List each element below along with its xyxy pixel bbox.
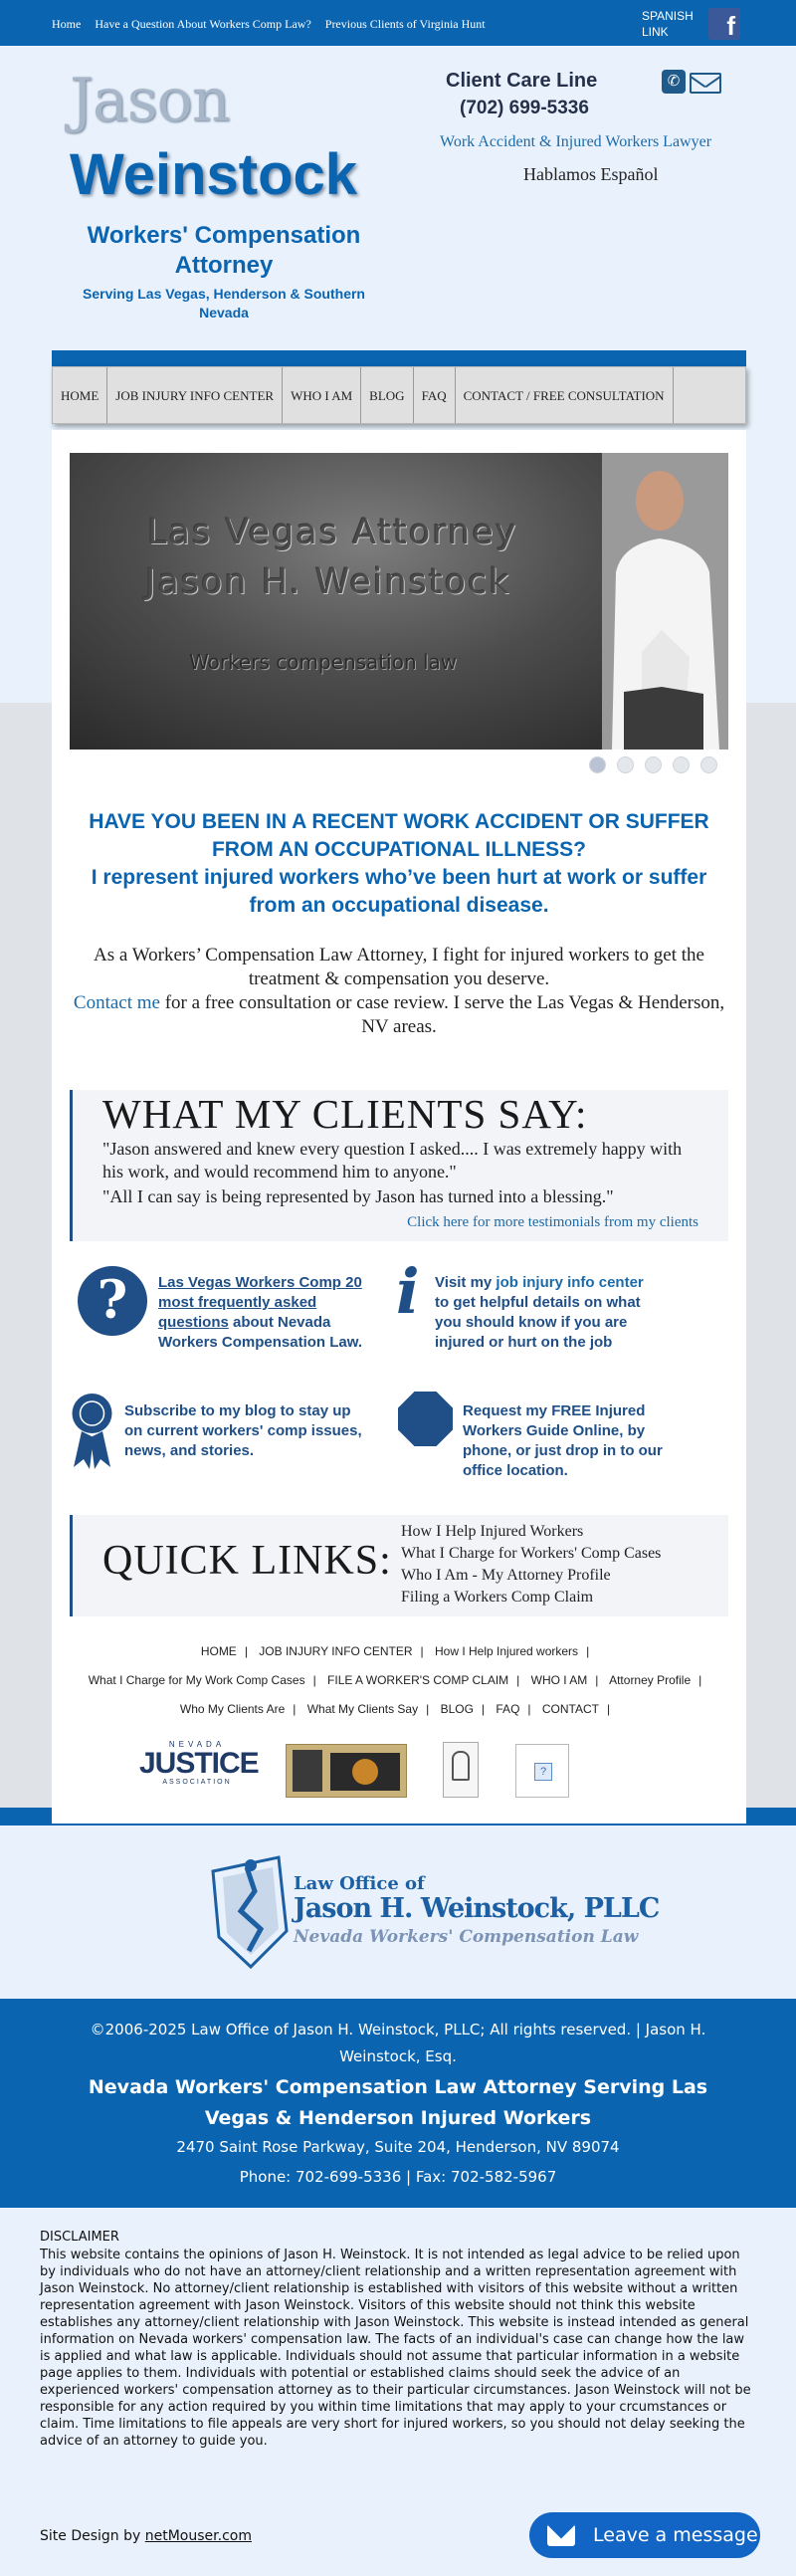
badge-text: JUSTICE (139, 1747, 259, 1780)
footer-link[interactable]: JOB INJURY INFO CENTER (259, 1644, 413, 1658)
visit-pre: Visit my (435, 1274, 497, 1291)
mail-icon[interactable] (690, 73, 721, 94)
nav-contact[interactable]: CONTACT / FREE CONSULTATION (456, 367, 674, 423)
header-tagline: Work Accident & Injured Workers Lawyer (440, 133, 712, 150)
slide-line-3: Workers compensation law (189, 650, 458, 674)
quick-links-title: QUICK LINKS: (102, 1538, 392, 1584)
law-logo-line-3: Nevada Workers' Compensation Law (294, 1927, 639, 1947)
footer-link[interactable]: What My Clients Say (306, 1702, 419, 1716)
quick-links-list (401, 1521, 661, 1609)
footer-link[interactable]: CONTACT (541, 1702, 599, 1716)
client-care-phone[interactable]: (702) 699-5336 (460, 98, 589, 118)
badge-glyph: ? (534, 1763, 552, 1781)
phone-icon[interactable]: ✆ (662, 70, 686, 94)
quick-links-box (70, 1515, 728, 1616)
spanish-link[interactable]: SPANISH LINK (642, 9, 694, 39)
footer-link[interactable]: What I Charge for My Work Comp Cases (88, 1673, 305, 1687)
contact-me-link[interactable]: Contact me (73, 992, 160, 1013)
footer-link[interactable]: HOME (200, 1644, 237, 1658)
quick-link[interactable]: Who I Am - My Attorney Profile (401, 1567, 611, 1584)
slider-dot[interactable] (673, 756, 690, 773)
info-icon: i (396, 1255, 420, 1328)
leave-message-label: Leave a message (593, 2524, 758, 2546)
footer-link[interactable]: FAQ (496, 1702, 520, 1716)
question-icon: ? (78, 1266, 147, 1336)
location-icon (398, 1392, 453, 1446)
footer-links-row: What I Charge for My Work Comp Cases | FILE A WORKER'S COMP CLAIM | WHO I AM | Attorney Profile | (88, 1673, 702, 1687)
ribbon-icon (70, 1392, 114, 1471)
disclaimer-body: This website contains the opinions of Jason H. Weinstock. It is not intended as legal advice to be relied upon by individuals who do not have an attorney/client relationship and a written representation agreement with Jason Weinstock. No attorney/client relationship is established with visitors of this website without a written representation agreement with Jason Weinstock. Visitors of this website should not think this website establishes any attorney/client relationship with Jason Weinstock. This website is instead intended as general information on Nevada workers' compensation law. The facts of an individual's case can change how the law is applied and what law is applicable. Individuals should not assume that particular information in a website page applies to them. Individuals with potential or established claims should seek the advice of an experienced workers' compensation attorney as to their particular circumstances. Jason Weinstock will not be responsible for any action required by you within time limitations that may apply to your crcumstances or claim. Time limitations to file appeals are very short for injured workers, so you should not delay seeking the advice of an attorney to guide you. (40, 2248, 751, 2449)
slider-dot[interactable] (617, 756, 634, 773)
guide-info-block[interactable]: Request my FREE Injured Workers Guide Online, by phone, or just drop in to our office location. (463, 1402, 663, 1479)
placeholder-badge[interactable] (515, 1744, 569, 1798)
nav-faq[interactable]: FAQ (414, 367, 456, 423)
testimonial-quote: "Jason answered and knew every question I asked.... I was extremely happy with his work, and would recommend him to anyone." (102, 1139, 683, 1181)
top-bar (0, 0, 796, 46)
footer-link[interactable]: Who My Clients Are (179, 1702, 286, 1716)
blog-info-block[interactable]: Subscribe to my blog to stay up on current workers' comp issues, news, and stories. (124, 1402, 362, 1459)
design-label: Site Design by (40, 2528, 145, 2544)
disclaimer-title: DISCLAIMER (40, 2230, 119, 2245)
quick-link[interactable]: Filing a Workers Comp Claim (401, 1589, 594, 1606)
leave-message-button[interactable] (529, 2512, 760, 2558)
top-link-home[interactable]: Home (52, 17, 82, 31)
slider-dot[interactable] (700, 756, 717, 773)
contact-paragraph-tail: for a free consultation or case review. I serve the Las Vegas & Henderson, NV areas. (159, 992, 725, 1037)
faq-link[interactable]: Las Vegas Workers Comp 20 most frequently asked questions (158, 1274, 362, 1331)
testimonials-title: WHAT MY CLIENTS SAY: (102, 1091, 588, 1137)
nav-accent-bar (52, 350, 746, 366)
testimonials-box (70, 1090, 728, 1241)
nav-blog[interactable]: BLOG (361, 367, 413, 423)
logo-subtitle: Workers' Compensation Attorney (87, 222, 361, 279)
nav-home[interactable]: HOME (53, 367, 107, 423)
slide-line-2: Jason H. Weinstock (145, 562, 511, 602)
main-nav (52, 366, 746, 424)
more-testimonials-link[interactable]: Click here for more testimonials from my clients (407, 1214, 698, 1230)
badge-text: NEVADA (168, 1740, 226, 1749)
footer-phone-fax: Phone: 702-699-5336 | Fax: 702-582-5967 (239, 2168, 557, 2186)
copyright: ©2006-2025 Law Office of Jason H. Weinstock, PLLC; All rights reserved. | Jason H. Weinstock, Esq. (90, 2021, 706, 2065)
footer-link[interactable]: BLOG (440, 1702, 474, 1716)
footer-headline: Nevada Workers' Compensation Law Attorney Serving Las Vegas & Henderson Injured Workers (88, 2076, 708, 2129)
testimonial-quote: "All I can say is being represented by Jason has turned into a blessing." (102, 1186, 614, 1206)
attorney-photo (602, 453, 728, 750)
law-logo-line-2: Jason H. Weinstock, PLLC (294, 1893, 660, 1924)
site-design-credit (40, 2528, 252, 2544)
job-injury-info-link[interactable]: job injury info center (496, 1274, 644, 1291)
lawyer-badge[interactable] (443, 1742, 479, 1798)
media-badge[interactable] (286, 1744, 407, 1798)
top-link-previous-clients[interactable]: Previous Clients of Virginia Hunt (324, 17, 486, 31)
netmouser-link[interactable]: netMouser.com (144, 2528, 252, 2544)
footer-link[interactable]: FILE A WORKER'S COMP CLAIM (327, 1673, 509, 1687)
nav-job-injury-info[interactable]: JOB INJURY INFO CENTER (107, 367, 283, 423)
footer-address: 2470 Saint Rose Parkway, Suite 204, Henderson, NV 89074 (176, 2138, 620, 2156)
logo-serving-area: Serving Las Vegas, Henderson & Southern Nevada (83, 286, 365, 321)
facebook-icon[interactable]: f (708, 8, 740, 40)
law-logo-line-1: Law Office of (294, 1873, 425, 1894)
slider-dot[interactable] (589, 756, 606, 773)
footer-links-row: HOME | JOB INJURY INFO CENTER | How I Help Injured workers | (200, 1644, 590, 1658)
footer-link[interactable]: How I Help Injured workers (435, 1644, 579, 1658)
slider-dot[interactable] (645, 756, 662, 773)
slide-line-1: Las Vegas Attorney (147, 513, 518, 552)
top-link-question[interactable]: Have a Question About Workers Comp Law? (95, 17, 311, 31)
footer-links-row: Who My Clients Are | What My Clients Say | BLOG | FAQ | CONTACT | (179, 1702, 611, 1716)
faq-info-block (158, 1273, 367, 1353)
visit-tail: to get helpful details on what you should know if you are injured or hurt on the job (435, 1294, 641, 1351)
hablamos-espanol: Hablamos Español (523, 164, 659, 184)
footer-link[interactable]: Attorney Profile (609, 1673, 692, 1687)
hero-headline: HAVE YOU BEEN IN A RECENT WORK ACCIDENT OR SUFFER FROM AN OCCUPATIONAL ILLNESS? (89, 810, 709, 861)
quick-link[interactable]: What I Charge for Workers' Comp Cases (401, 1545, 662, 1562)
site-footer (0, 1999, 796, 2208)
hero-slider[interactable] (70, 453, 728, 750)
badge-text: ASSOCIATION (162, 1779, 232, 1786)
envelope-icon (547, 2524, 575, 2546)
hero-subheadline: I represent injured workers who’ve been hurt at work or suffer from an occupational disease. (91, 866, 707, 917)
job-injury-info-block (435, 1273, 659, 1353)
top-links (52, 17, 497, 32)
intro-paragraph: As a Workers’ Compensation Law Attorney, I fight for injured workers to get the treatment & compensation you deserve. (94, 945, 704, 989)
client-care-title: Client Care Line (446, 70, 598, 92)
footer-link[interactable]: WHO I AM (530, 1673, 588, 1687)
nav-who-i-am[interactable]: WHO I AM (283, 367, 361, 423)
contact-paragraph (70, 991, 728, 1039)
logo-last-name[interactable]: Weinstock (70, 142, 358, 207)
quick-link[interactable]: How I Help Injured Workers (401, 1523, 584, 1540)
logo-first-name[interactable]: Jason (70, 66, 230, 135)
nevada-justice-association-badge[interactable] (139, 1740, 259, 1796)
slider-dots (589, 756, 728, 773)
faq-info-tail: about Nevada Workers Compensation Law. (158, 1314, 363, 1351)
